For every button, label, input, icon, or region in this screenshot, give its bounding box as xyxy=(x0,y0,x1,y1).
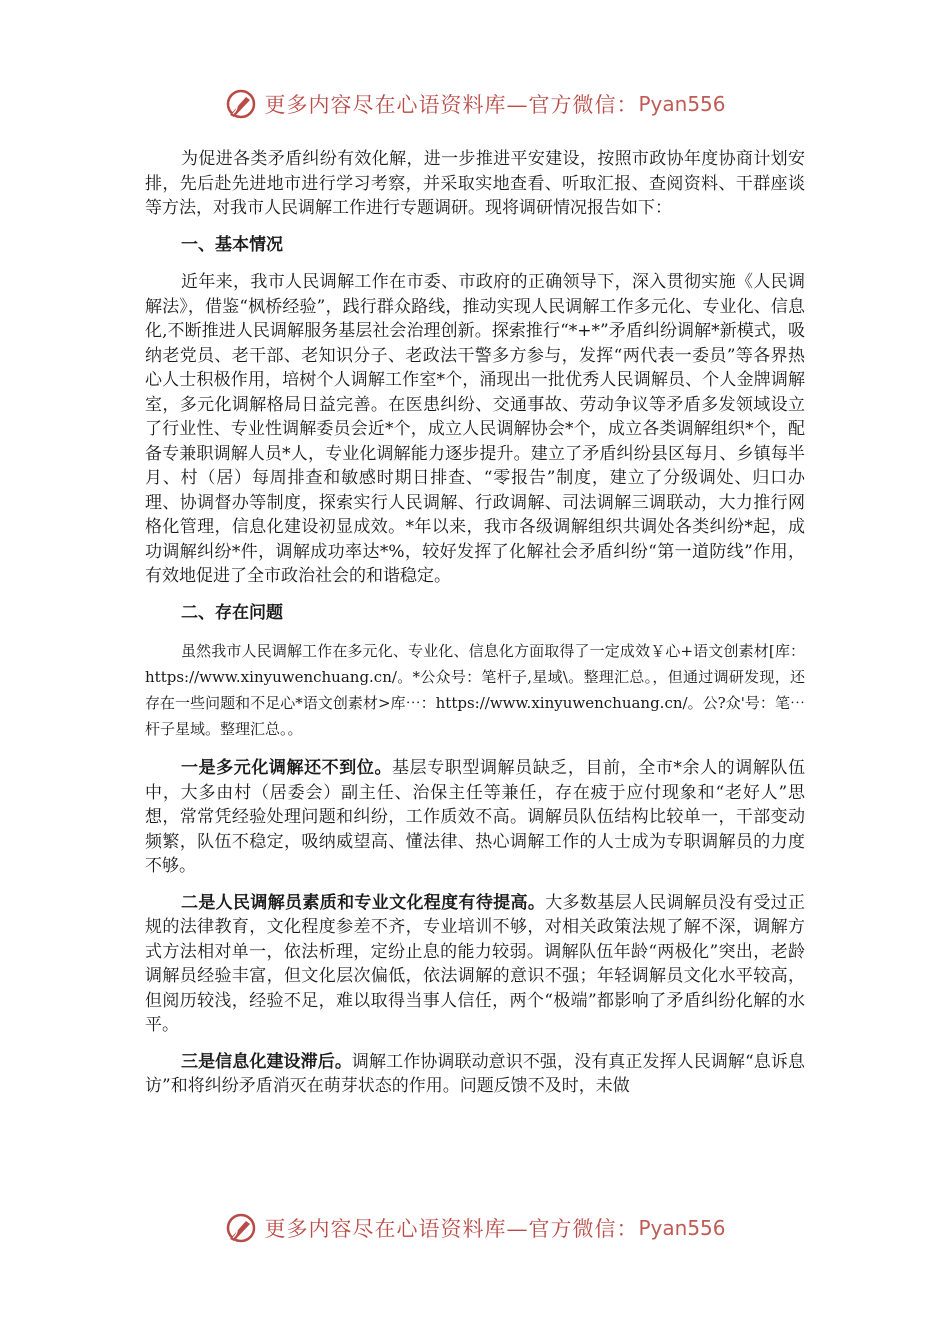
point1-body: 基层专职型调解员缺乏，目前，全市*余人的调解队伍中，大多由村（居委会）副主任、治保主任等兼任，存在疲于应付现象和“老好人”思想，常常凭经验处理问题和纠纷，工作质效不高。调解员队伍结构比较单一，干部变动频繁，队伍不稳定，吸纳威望高、懂法律、热心调解工作的人士成为专职调解员的力度不够。 xyxy=(145,758,806,876)
point2-paragraph xyxy=(145,891,805,1038)
section2-heading: 二、存在问题 xyxy=(181,602,283,623)
section2-paragraph: 虽然我市人民调解工作在多元化、专业化、信息化方面取得了一定成效￥心+语文创素材[库：https://www.xinyuwenchuang.cn/。*公众号：笔杆子,星域\。整理汇总。，但通过调研发现，还存在一些问题和不足心*语文创素材>库⋯：https://www.xinyuwenchuang.cn/。公?众'号：笔⋯杆子星域。整理汇总。。 xyxy=(145,642,805,738)
pen-logo-icon xyxy=(224,87,258,121)
point3-body: 调解工作协调联动意识不强，没有真正发挥人民调解“息诉息访”和将纠纷矛盾消灭在萌芽状态的作用。问题反馈不及时，未做 xyxy=(145,1051,805,1096)
banner-text: 更多内容尽在心语资料库—官方微信： xyxy=(264,93,639,117)
banner-account: Pyan556 xyxy=(638,1216,726,1240)
section1-heading: 一、基本情况 xyxy=(181,234,283,255)
document-body xyxy=(145,147,805,1111)
section1-paragraph: 近年来，我市人民调解工作在市委、市政府的正确领导下，深入贯彻实施《人民调解法》，借鉴“枫桥经验”，践行群众路线，推动实现人民调解工作多元化、专业化、信息化,不断推进人民调解服务基层社会治理创新。探索推行“*+*”矛盾纠纷调解*新模式，吸纳老党员、老干部、老知识分子、老政法干警多方参与，发挥“两代表一委员”等各界热心人士积极作用，培树个人调解工作室*个，涌现出一批优秀人民调解员、个人金牌调解室，多元化调解格局日益完善。在医患纠纷、交通事故、劳动争议等矛盾多发领域设立了行业性、专业性调解委员会近*个，成立人民调解协会*个，成立各类调解组织*个，配备专兼职调解人员*人，专业化调解能力逐步提升。建立了矛盾纠纷县区每月、乡镇每半月、村（居）每周排查和敏感时期日排查、“零报告”制度，建立了分级调处、归口办理、协调督办等制度，探索实行人民调解、行政调解、司法调解三调联动，大力推行网格化管理，信息化建设初显成效。*年以来，我市各级调解组织共调处各类纠纷*起，成功调解纠纷*件，调解成功率达*%，较好发挥了化解社会矛盾纠纷“第一道防线”作用，有效地促进了全市政治社会的和谐稳定。 xyxy=(145,272,805,586)
point1-paragraph xyxy=(145,756,805,879)
banner-text: 更多内容尽在心语资料库—官方微信： xyxy=(264,1217,639,1241)
intro-paragraph: 为促进各类矛盾纠纷有效化解，进一步推进平安建设，按照市政协年度协商计划安排，先后赴先进地市进行学习考察，并采取实地查看、听取汇报、查阅资料、干群座谈等方法，对我市人民调解工作进行专题调研。现将调研情况报告如下： xyxy=(145,149,805,218)
point3-paragraph xyxy=(145,1050,805,1099)
point3-lead: 三是信息化建设滞后。 xyxy=(181,1051,352,1072)
point2-body: 大多数基层人民调解员没有受过正规的法律教育，文化程度参差不齐，专业培训不够，对相关政策法规了解不深，调解方式方法相对单一，依法析理，定纷止息的能力较弱。调解队伍年龄“两极化”突出，老龄调解员经验丰富，但文化层次偏低，依法调解的意识不强；年轻调解员文化水平较高，但阅历较浅，经验不足，难以取得当事人信任，两个“极端”都影响了矛盾纠纷化解的水平。 xyxy=(145,892,806,1035)
pen-logo-icon xyxy=(224,1211,258,1245)
point2-lead: 二是人民调解员素质和专业文化程度有待提高。 xyxy=(181,892,546,913)
footer-banner xyxy=(0,1206,950,1250)
banner-account: Pyan556 xyxy=(638,92,726,116)
header-banner xyxy=(0,82,950,126)
point1-lead: 一是多元化调解还不到位。 xyxy=(181,758,393,778)
